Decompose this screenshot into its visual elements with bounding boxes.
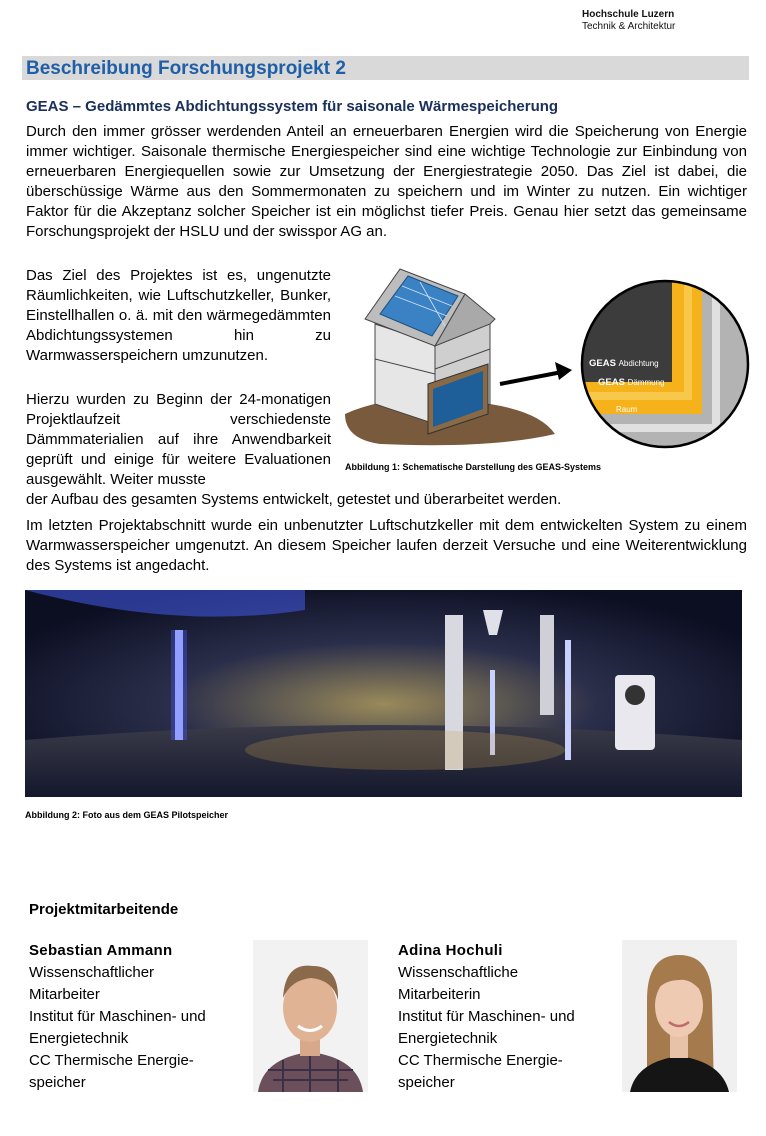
- member-name: Sebastian Ammann: [29, 942, 173, 959]
- member-institute-line2: Energietechnik: [398, 1030, 498, 1047]
- member-role-line1: Wissenschaftlicher: [29, 964, 155, 981]
- pipe-right: [540, 615, 554, 715]
- member-cc-line1: CC Thermische Energie-: [29, 1052, 194, 1069]
- figure2-caption: Abbildung 2: Foto aus dem GEAS Pilotspeicher: [25, 810, 229, 820]
- pilot-storage-photo: [25, 590, 742, 797]
- team-title: Projektmitarbeitende: [29, 901, 179, 918]
- member-cc-line2: speicher: [398, 1074, 455, 1091]
- member-role-line2: Mitarbeiterin: [398, 986, 481, 1003]
- member-role-line1: Wissenschaftliche: [398, 964, 519, 981]
- team-member-hochuli: [398, 940, 618, 1094]
- section-title: Beschreibung Forschungsprojekt 2: [26, 58, 346, 79]
- member-name: Adina Hochuli: [398, 942, 503, 959]
- label-raum: Raum: [616, 405, 638, 414]
- paragraph-outlook: Im letzten Projektabschnitt wurde ein unbenutzter Luftschutzkeller mit dem entwickelten System zu einem Warmwasserspeicher umgenutzt. An diesem Speicher laufen derzeit Versuche und eine Weiterentwicklung des Systems ist angedacht.: [26, 517, 747, 574]
- member-institute-line1: Institut für Maschinen- und: [29, 1008, 206, 1025]
- member-institute-line1: Institut für Maschinen- und: [398, 1008, 575, 1025]
- portrait-hochuli: [622, 940, 737, 1092]
- geas-schematic-figure: [340, 264, 750, 454]
- paragraph-method-part1: Hierzu wurden zu Beginn der 24-monatigen Projektlaufzeit verschiedenste Dämmmaterialien auf ihre Anwendbarkeit geprüft und einige für weitere Evaluationen ausgewählt. Weiter musste: [26, 391, 331, 488]
- logo-line-2: Technik & Architektur: [582, 21, 676, 32]
- member-cc-line1: CC Thermische Energie-: [398, 1052, 563, 1069]
- portrait-ammann: [253, 940, 368, 1092]
- light-tube-right: [565, 640, 571, 760]
- svg-text:GEAS Abdichtung: GEAS Abdichtung: [589, 358, 659, 369]
- svg-text:GEAS Dämmung: GEAS Dämmung: [598, 377, 665, 388]
- paragraph-goal: Das Ziel des Projektes ist es, ungenutzte Räumlichkeiten, wie Luftschutzkeller, Bunker, Einstellhallen o. ä. mit den wärmegedämmten Abdichtungssystemen hin zu Warmwasserspeichern umzunutzen.: [26, 267, 331, 364]
- institution-logo: [582, 9, 675, 33]
- paragraph-intro: Durch den immer grösser werdenden Anteil an erneuerbaren Energien wird die Speicherung von Energie immer wichtiger. Saisonale thermische Energiespeicher sind eine wichtige Technologie zur Einbindung von erneuerbaren Energiequellen sowie zur Umsetzung der Energiestrategie 2050. Das Ziel ist dabei, die überschüssige Wärme aus den Sommermonaten zu speichern und im Winter zu nutzen. Ein wichtiger Faktor für die Akzeptanz solcher Speicher ist ein möglichst tiefer Preis. Genau hier setzt das gemeinsame Forschungsprojekt der HSLU und der swisspor AG an.: [26, 123, 747, 240]
- figure1-caption: Abbildung 1: Schematische Darstellung des GEAS-Systems: [345, 462, 602, 472]
- paragraph-method-part2: der Aufbau des gesamten Systems entwickelt, getestet und überarbeitet werden.: [26, 491, 562, 508]
- member-role-line2: Mitarbeiter: [29, 986, 100, 1003]
- project-subtitle: GEAS – Gedämmtes Abdichtungssystem für saisonale Wärmespeicherung: [26, 98, 559, 115]
- logo-line-1: Hochschule Luzern: [582, 9, 675, 20]
- member-institute-line2: Energietechnik: [29, 1030, 129, 1047]
- member-cc-line2: speicher: [29, 1074, 86, 1091]
- team-member-ammann: [29, 940, 249, 1094]
- arrow: [500, 372, 562, 384]
